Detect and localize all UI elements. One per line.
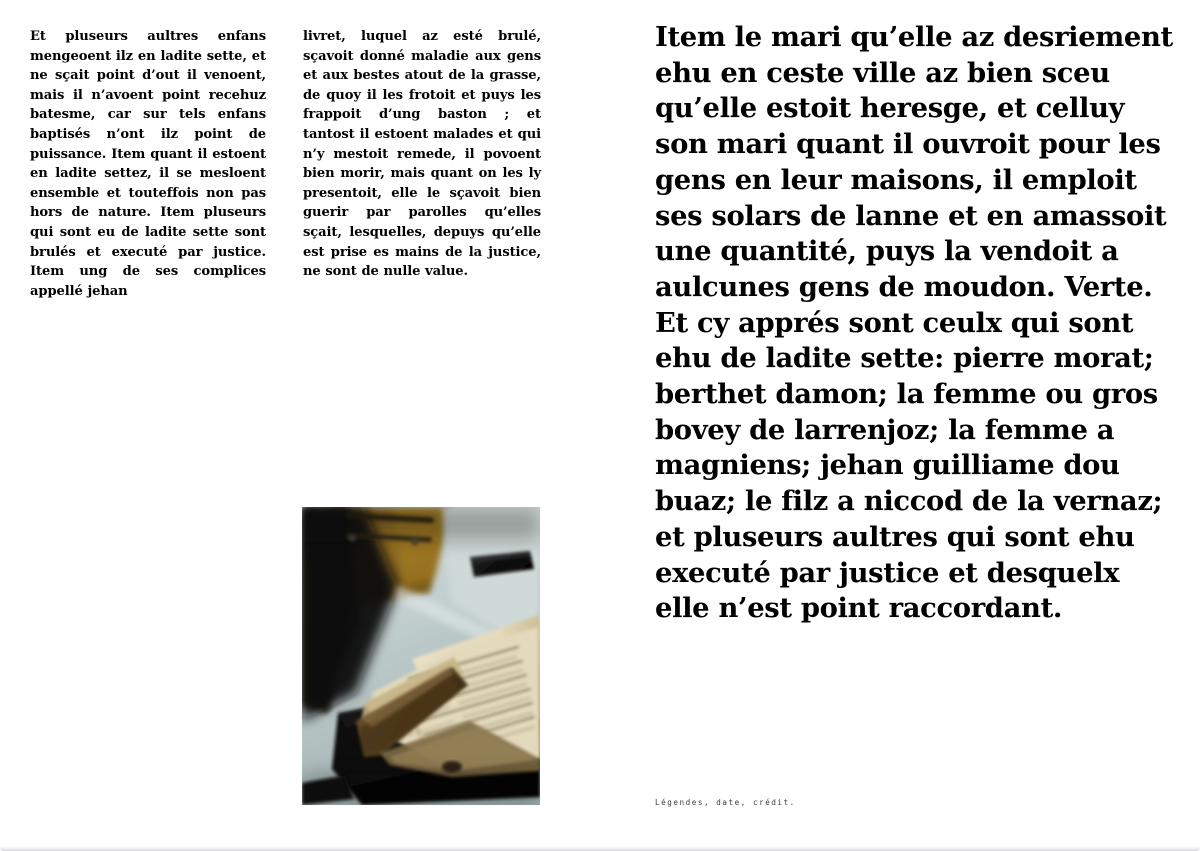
body-column-1 [30, 27, 266, 301]
manuscript-photograph [302, 507, 540, 805]
manuscript-photograph-image [302, 507, 540, 805]
body-column-2 [303, 27, 541, 282]
figure-caption: Légendes, date, crédit. [655, 798, 796, 807]
body-column-2-text: livret, luquel az esté brulé, sçavoit donné maladie aux gens et aux bestes atout de la grasse, de quoy il les frotoit et puys les frappoit d’ung baston ; et tantost il estoent malades et qui n’y mestoit remede, il povoent bien morir, mais quant on les ly presentoit, elle le sçavoit bien guerir par parolles qu’elles sçait, lesquelles, depuys qu’elle est prise es mains de la justice, ne sont de nulle value. [303, 29, 541, 280]
display-column-text: Item le mari qu’elle az desriement ehu en ceste ville az bien sceu qu’elle estoit heresge, et celluy son mari quant il ouvroit pour les gens en leur maisons, il emploit ses solars de lanne et en amassoit une quantité, puys la vendoit a aulcunes gens de moudon. Verte. Et cy apprés sont ceulx qui sont ehu de ladite sette: pierre morat; berthet damon; la femme ou gros bovey de larrenjoz; la femme a magniens; jehan guilliame dou buaz; le filz a niccod de la vernaz; et pluseurs aultres qui sont ehu executé par justice et desquelx elle n’est point raccordant. [655, 21, 1173, 625]
page-bottom-edge [0, 844, 1200, 851]
body-column-1-text: Et pluseurs aultres enfans mengeoent ilz en ladite sette, et ne sçait point d’out il venoent, mais il n’avoent point recehuz batesme, car sur tels enfans baptisés n’ont ilz point de puissance. Item quant il estoent en ladite settez, il se mesloent ensemble et touteffois non pas hors de nature. Item pluseurs qui sont eu de ladite sette sont brulés et executé par justice. Item ung de ses complices appellé jehan [30, 29, 266, 299]
display-column [655, 20, 1175, 627]
